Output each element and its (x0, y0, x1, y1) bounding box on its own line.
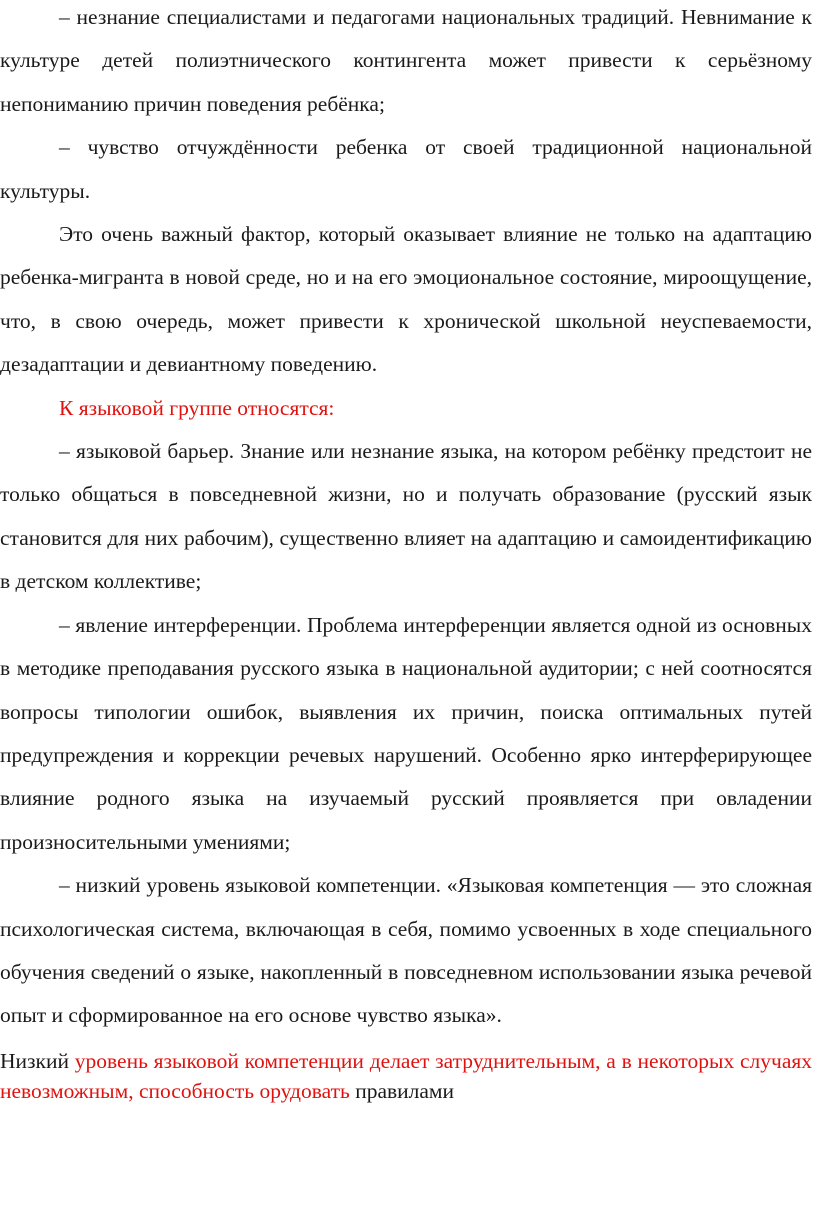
paragraph-language-barrier: – языковой барьер. Знание или незнание языка, на котором ребёнку предстоит не только общаться в повседневной жизни, но и получать образование (русский язык становится для них рабочим), существенно влияет на адаптацию и самоидентификацию в детском коллективе; (0, 439, 812, 594)
paragraph-important-factor: Это очень важный фактор, который оказывает влияние не только на адаптацию ребенка-мигранта в новой среде, но и на его эмоциональное состояние, мироощущение, что, в свою очередь, может привести к хронической школьной неуспеваемости, дезадаптации и девиантному поведению. (0, 222, 812, 377)
paragraph-alienation: – чувство отчуждённости ребенка от своей традиционной национальной культуры. (0, 135, 812, 203)
low-level-start: Низкий (0, 1048, 75, 1073)
paragraph-low-level (0, 1046, 812, 1106)
paragraph-traditions: – незнание специалистами и педагогами национальных традиций. Невнимание к культуре детей полиэтнического контингента может привести к серьёзному непониманию причин поведения ребёнка; (0, 5, 812, 116)
low-level-highlight: уровень языковой компетенции делает затруднительным, а в некоторых случаях невозможным, способность орудовать (0, 1048, 812, 1103)
low-level-end: правилами (349, 1078, 455, 1103)
paragraph-language-group-heading: К языковой группе относятся: (59, 395, 335, 420)
paragraph-competence: – низкий уровень языковой компетенции. «Языковая компетенция — это сложная психологическая система, включающая в себя, помимо усвоенных в ходе специального обучения сведений о языке, накопленный в повседневном использовании языка речевой опыт и сформированное на его основе чувство языка». (0, 873, 812, 1028)
paragraph-interference: – явление интерференции. Проблема интерференции является одной из основных в методике преподавания русского языка в национальной аудитории; с ней соотносятся вопросы типологии ошибок, выявления их причин, поиска оптимальных путей предупреждения и коррекции речевых нарушений. Особенно ярко интерферирующее влияние родного языка на изучаемый русский проявляется при овладении произносительными умениями; (0, 612, 812, 854)
